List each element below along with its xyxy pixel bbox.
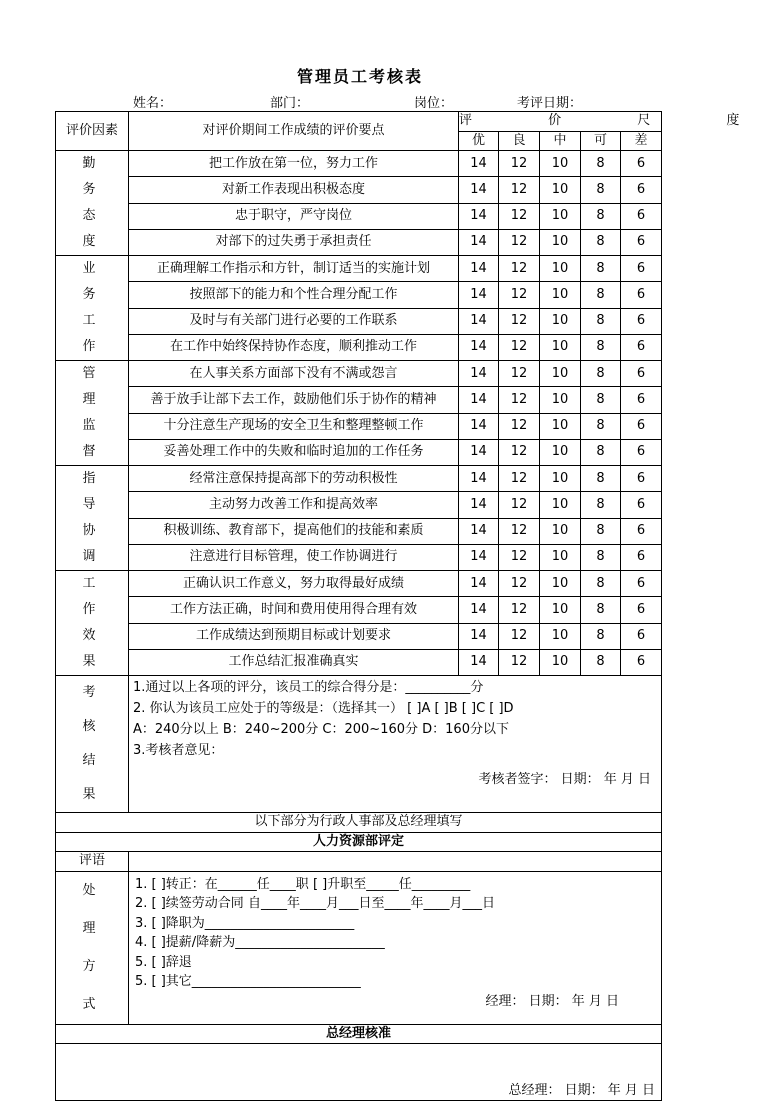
score-cell[interactable]: 10 bbox=[540, 334, 581, 360]
factor-cell bbox=[56, 151, 129, 256]
hr-comment-label: 评语 bbox=[56, 852, 129, 872]
score-cell[interactable]: 12 bbox=[499, 229, 540, 255]
score-cell[interactable]: 14 bbox=[459, 256, 499, 282]
score-cell[interactable]: 14 bbox=[459, 492, 499, 518]
criteria-header: 对评价期间工作成绩的评价要点 bbox=[129, 112, 459, 151]
level-header-2: 中 bbox=[540, 131, 581, 151]
result-opinion-line[interactable]: 3.考核者意见： bbox=[133, 743, 224, 758]
score-cell[interactable]: 10 bbox=[540, 203, 581, 229]
hr-option-3[interactable]: 3. [ ]降职为_______________________ bbox=[135, 915, 355, 931]
criterion-row bbox=[56, 177, 662, 203]
score-cell[interactable]: 6 bbox=[621, 413, 662, 439]
criterion-row bbox=[56, 597, 662, 623]
score-cell[interactable]: 14 bbox=[459, 571, 499, 597]
eval-date-label: 考评日期： bbox=[517, 96, 583, 111]
hr-process-row bbox=[56, 871, 662, 1024]
factor-cell bbox=[56, 466, 129, 571]
score-cell[interactable]: 12 bbox=[499, 413, 540, 439]
criterion-text: 善于放手让部下去工作，鼓励他们乐于协作的精神 bbox=[129, 387, 459, 413]
factor-cell bbox=[56, 571, 129, 676]
result-signature[interactable]: 考核者签字： 日期： 年 月 日 bbox=[478, 772, 652, 787]
score-cell[interactable]: 8 bbox=[581, 151, 621, 177]
hr-option-4[interactable]: 4. [ ]提薪/降薪为_______________________ bbox=[135, 935, 385, 950]
factor-cell bbox=[56, 361, 129, 466]
criterion-row bbox=[56, 413, 662, 439]
score-cell[interactable]: 14 bbox=[459, 334, 499, 360]
criterion-row bbox=[56, 623, 662, 649]
criterion-text: 在人事关系方面部下没有不满或怨言 bbox=[129, 361, 459, 387]
score-cell[interactable]: 10 bbox=[540, 177, 581, 203]
result-row bbox=[56, 676, 662, 813]
hr-signature[interactable]: 经理： 日期： 年 月 日 bbox=[485, 993, 620, 1009]
scale-header: 评 价 尺 度 bbox=[459, 112, 662, 132]
score-cell[interactable]: 10 bbox=[540, 229, 581, 255]
note-row bbox=[56, 813, 662, 833]
score-cell[interactable]: 10 bbox=[540, 151, 581, 177]
score-cell[interactable]: 14 bbox=[459, 387, 499, 413]
score-cell[interactable]: 10 bbox=[540, 413, 581, 439]
gm-title: 总经理核准 bbox=[56, 1024, 662, 1044]
score-cell[interactable]: 12 bbox=[499, 492, 540, 518]
criterion-row bbox=[56, 571, 662, 597]
score-cell[interactable]: 12 bbox=[499, 544, 540, 570]
criterion-row bbox=[56, 229, 662, 255]
criterion-text: 忠于职守，严守岗位 bbox=[129, 203, 459, 229]
hr-comment-field[interactable] bbox=[129, 852, 662, 872]
score-cell[interactable]: 14 bbox=[459, 544, 499, 570]
score-cell[interactable]: 12 bbox=[499, 387, 540, 413]
score-cell[interactable]: 10 bbox=[540, 466, 581, 492]
criterion-text: 对部下的过失勇于承担责任 bbox=[129, 229, 459, 255]
note-text: 以下部分为行政人事部及总经理填写 bbox=[56, 813, 662, 833]
score-cell[interactable]: 12 bbox=[499, 518, 540, 544]
factor-name: 工作效果 bbox=[82, 576, 110, 669]
score-cell[interactable]: 8 bbox=[581, 334, 621, 360]
criterion-row bbox=[56, 334, 662, 360]
score-cell[interactable]: 12 bbox=[499, 203, 540, 229]
score-cell[interactable]: 14 bbox=[459, 649, 499, 675]
criterion-row bbox=[56, 439, 662, 465]
criterion-row bbox=[56, 361, 662, 387]
score-cell[interactable]: 10 bbox=[540, 282, 581, 308]
score-cell[interactable]: 14 bbox=[459, 518, 499, 544]
score-cell[interactable]: 12 bbox=[499, 177, 540, 203]
level-header-3: 可 bbox=[581, 131, 621, 151]
header-row-1 bbox=[56, 112, 662, 132]
score-cell[interactable]: 6 bbox=[621, 361, 662, 387]
factor-name: 勤务态度 bbox=[82, 156, 110, 249]
score-cell[interactable]: 14 bbox=[459, 203, 499, 229]
score-cell[interactable]: 14 bbox=[459, 361, 499, 387]
criterion-text: 在工作中始终保持协作态度，顺利推动工作 bbox=[129, 334, 459, 360]
score-cell[interactable]: 8 bbox=[581, 203, 621, 229]
gm-content[interactable] bbox=[56, 1044, 662, 1101]
score-cell[interactable]: 14 bbox=[459, 466, 499, 492]
score-cell[interactable]: 8 bbox=[581, 282, 621, 308]
score-cell[interactable]: 14 bbox=[459, 439, 499, 465]
criterion-text: 十分注意生产现场的安全卫生和整理整顿工作 bbox=[129, 413, 459, 439]
hr-option-6[interactable]: 5. [ ]其它__________________________ bbox=[135, 974, 361, 989]
criterion-text: 主动努力改善工作和提高效率 bbox=[129, 492, 459, 518]
hr-comment-row bbox=[56, 852, 662, 872]
score-cell[interactable]: 12 bbox=[499, 308, 540, 334]
hr-process-content bbox=[129, 871, 662, 1024]
criterion-text: 经常注意保持提高部下的劳动积极性 bbox=[129, 466, 459, 492]
factor-name: 业务工作 bbox=[82, 261, 110, 354]
score-cell[interactable]: 12 bbox=[499, 597, 540, 623]
hr-title-row bbox=[56, 832, 662, 852]
score-cell[interactable]: 8 bbox=[581, 649, 621, 675]
criterion-text: 正确理解工作指示和方针，制订适当的实施计划 bbox=[129, 256, 459, 282]
name-label: 姓名： bbox=[133, 96, 173, 111]
result-label-cell bbox=[56, 676, 129, 813]
criterion-text: 及时与有关部门进行必要的工作联系 bbox=[129, 308, 459, 334]
result-content bbox=[129, 676, 662, 813]
post-label: 岗位： bbox=[414, 96, 454, 111]
score-cell[interactable]: 10 bbox=[540, 308, 581, 334]
criterion-row bbox=[56, 492, 662, 518]
score-cell[interactable]: 10 bbox=[540, 571, 581, 597]
criterion-text: 把工作放在第一位，努力工作 bbox=[129, 151, 459, 177]
score-cell[interactable]: 6 bbox=[621, 334, 662, 360]
score-cell[interactable]: 8 bbox=[581, 466, 621, 492]
criterion-row bbox=[56, 466, 662, 492]
score-cell[interactable]: 14 bbox=[459, 597, 499, 623]
score-cell[interactable]: 14 bbox=[459, 308, 499, 334]
score-cell[interactable]: 12 bbox=[499, 466, 540, 492]
score-cell[interactable]: 12 bbox=[499, 334, 540, 360]
score-cell[interactable]: 14 bbox=[459, 623, 499, 649]
criterion-row bbox=[56, 151, 662, 177]
factor-header: 评价因素 bbox=[56, 112, 129, 151]
score-cell[interactable]: 10 bbox=[540, 361, 581, 387]
score-cell[interactable]: 6 bbox=[621, 571, 662, 597]
criterion-text: 工作方法正确，时间和费用使用得合理有效 bbox=[129, 597, 459, 623]
factor-cell bbox=[56, 256, 129, 361]
score-cell[interactable]: 8 bbox=[581, 308, 621, 334]
evaluation-table bbox=[55, 111, 775, 1101]
result-grade-line[interactable]: 2. 你认为该员工应处于的等级是：（选择其一） [ ]A [ ]B [ ]C [ ]D bbox=[133, 701, 514, 716]
score-cell[interactable]: 10 bbox=[540, 597, 581, 623]
dept-label: 部门： bbox=[270, 96, 310, 111]
level-header-1: 良 bbox=[499, 131, 540, 151]
score-cell[interactable]: 6 bbox=[621, 649, 662, 675]
form-title: 管理员工考核表 bbox=[296, 67, 423, 86]
score-cell[interactable]: 10 bbox=[540, 649, 581, 675]
score-cell[interactable]: 14 bbox=[459, 413, 499, 439]
criterion-row bbox=[56, 387, 662, 413]
score-cell[interactable]: 14 bbox=[459, 151, 499, 177]
score-cell[interactable]: 6 bbox=[621, 229, 662, 255]
criterion-text: 注意进行目标管理，使工作协调进行 bbox=[129, 544, 459, 570]
score-cell[interactable]: 6 bbox=[621, 177, 662, 203]
gm-content-row bbox=[56, 1044, 662, 1101]
criterion-row bbox=[56, 203, 662, 229]
criterion-row bbox=[56, 256, 662, 282]
score-cell[interactable]: 8 bbox=[581, 387, 621, 413]
score-cell[interactable]: 6 bbox=[621, 466, 662, 492]
score-cell[interactable]: 6 bbox=[621, 308, 662, 334]
score-cell[interactable]: 12 bbox=[499, 649, 540, 675]
score-cell[interactable]: 6 bbox=[621, 256, 662, 282]
score-cell[interactable]: 10 bbox=[540, 623, 581, 649]
score-cell[interactable]: 6 bbox=[621, 151, 662, 177]
criterion-text: 按照部下的能力和个性合理分配工作 bbox=[129, 282, 459, 308]
level-header-4: 差 bbox=[621, 131, 662, 151]
hr-option-5[interactable]: 5. [ ]辞退 bbox=[135, 954, 192, 970]
score-cell[interactable]: 6 bbox=[621, 282, 662, 308]
score-cell[interactable]: 14 bbox=[459, 177, 499, 203]
score-cell[interactable]: 10 bbox=[540, 256, 581, 282]
criterion-text: 对新工作表现出积极态度 bbox=[129, 177, 459, 203]
criterion-row bbox=[56, 518, 662, 544]
factor-name: 管理监督 bbox=[82, 366, 110, 459]
score-cell[interactable]: 12 bbox=[499, 623, 540, 649]
hr-process-label: 处理方式 bbox=[82, 882, 110, 1012]
score-cell[interactable]: 10 bbox=[540, 387, 581, 413]
score-cell[interactable]: 12 bbox=[499, 439, 540, 465]
score-cell[interactable]: 6 bbox=[621, 492, 662, 518]
criterion-text: 积极训练、教育部下，提高他们的技能和素质 bbox=[129, 518, 459, 544]
score-cell[interactable]: 8 bbox=[581, 597, 621, 623]
score-cell[interactable]: 10 bbox=[540, 518, 581, 544]
criterion-row bbox=[56, 282, 662, 308]
score-cell[interactable]: 8 bbox=[581, 544, 621, 570]
score-cell[interactable]: 12 bbox=[499, 571, 540, 597]
score-cell[interactable]: 6 bbox=[621, 518, 662, 544]
score-cell[interactable]: 8 bbox=[581, 439, 621, 465]
score-cell[interactable]: 6 bbox=[621, 203, 662, 229]
result-label: 考核结果 bbox=[82, 685, 110, 802]
score-cell[interactable]: 8 bbox=[581, 571, 621, 597]
hr-process-label-cell bbox=[56, 871, 129, 1024]
score-cell[interactable]: 12 bbox=[499, 282, 540, 308]
hr-option-2[interactable]: 2. [ ]续签劳动合同 自____年____月___日至____年____月___日 bbox=[135, 896, 495, 911]
score-cell[interactable]: 8 bbox=[581, 256, 621, 282]
criterion-row bbox=[56, 308, 662, 334]
score-cell[interactable]: 8 bbox=[581, 229, 621, 255]
criterion-row bbox=[56, 544, 662, 570]
score-cell[interactable]: 14 bbox=[459, 229, 499, 255]
score-cell[interactable]: 8 bbox=[581, 413, 621, 439]
score-cell[interactable]: 12 bbox=[499, 151, 540, 177]
score-cell[interactable]: 12 bbox=[499, 256, 540, 282]
score-cell[interactable]: 10 bbox=[540, 544, 581, 570]
hr-option-1[interactable]: 1. [ ]转正：在______任____职 [ ]升职至_____任_________ bbox=[135, 876, 471, 892]
result-score-line[interactable]: 1.通过以上各项的评分，该员工的综合得分是：__________分 bbox=[133, 680, 484, 695]
criterion-text: 正确认识工作意义，努力取得最好成绩 bbox=[129, 571, 459, 597]
score-cell[interactable]: 8 bbox=[581, 177, 621, 203]
score-cell[interactable]: 8 bbox=[581, 623, 621, 649]
score-cell[interactable]: 8 bbox=[581, 518, 621, 544]
score-cell[interactable]: 8 bbox=[581, 492, 621, 518]
score-cell[interactable]: 8 bbox=[581, 361, 621, 387]
level-header-0: 优 bbox=[459, 131, 499, 151]
score-cell[interactable]: 6 bbox=[621, 387, 662, 413]
criterion-row bbox=[56, 649, 662, 675]
criterion-text: 工作总结汇报准确真实 bbox=[129, 649, 459, 675]
score-cell[interactable]: 6 bbox=[621, 544, 662, 570]
score-cell[interactable]: 12 bbox=[499, 361, 540, 387]
gm-title-row bbox=[56, 1024, 662, 1044]
gm-signature[interactable]: 总经理： 日期： 年 月 日 bbox=[508, 1083, 656, 1098]
factor-name: 指导协调 bbox=[82, 471, 110, 564]
hr-title: 人力资源部评定 bbox=[56, 832, 662, 852]
score-cell[interactable]: 6 bbox=[621, 623, 662, 649]
score-cell[interactable]: 6 bbox=[621, 597, 662, 623]
score-cell[interactable]: 6 bbox=[621, 439, 662, 465]
score-cell[interactable]: 14 bbox=[459, 282, 499, 308]
criterion-text: 妥善处理工作中的失败和临时追加的工作任务 bbox=[129, 439, 459, 465]
criterion-text: 工作成绩达到预期目标或计划要求 bbox=[129, 623, 459, 649]
score-cell[interactable]: 10 bbox=[540, 439, 581, 465]
score-cell[interactable]: 10 bbox=[540, 492, 581, 518]
result-grade-range-line: A：240分以上 B：240~200分 C：200~160分 D：160分以下 bbox=[133, 722, 509, 737]
